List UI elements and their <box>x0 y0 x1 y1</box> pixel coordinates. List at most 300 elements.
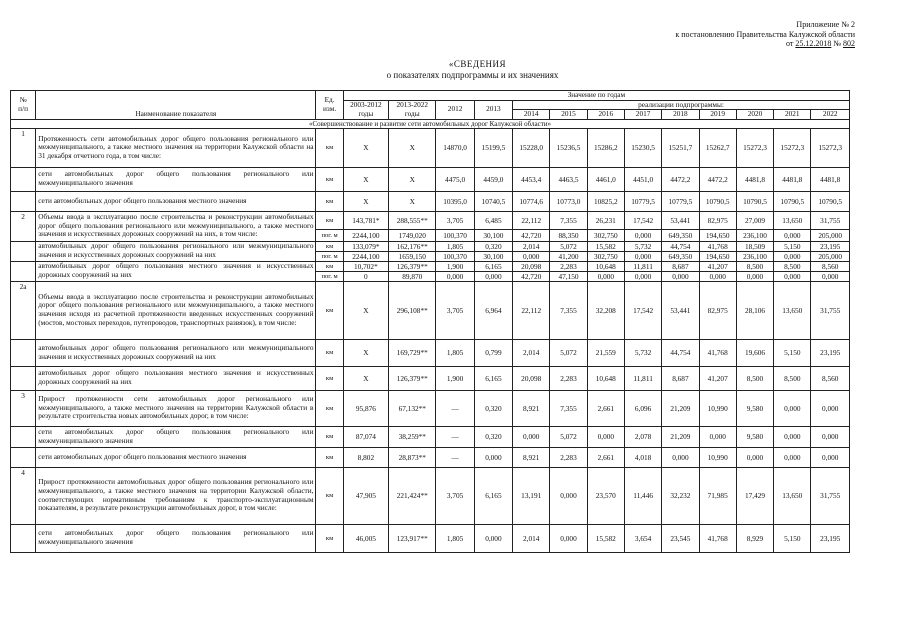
row-value: 15272,3 <box>811 128 850 167</box>
row-value: 0,799 <box>474 339 512 366</box>
row-value: 0,000 <box>774 426 811 447</box>
row-value: 288,555** <box>389 211 436 229</box>
header-no <box>11 91 36 120</box>
row-value: 0,320 <box>474 426 512 447</box>
row-index <box>11 167 36 191</box>
row-value-secondary: 1659,150 <box>389 251 436 261</box>
row-value: 6,165 <box>474 366 512 390</box>
row-unit: км <box>316 128 343 167</box>
row-unit: км <box>316 467 343 524</box>
row-value-secondary: 42,720 <box>513 229 550 241</box>
row-value: — <box>436 447 474 467</box>
row-value: 15272,3 <box>774 128 811 167</box>
row-value: 53,441 <box>662 281 699 339</box>
row-value: 3,705 <box>436 467 474 524</box>
row-value: 8,500 <box>736 366 773 390</box>
row-value: 296,108** <box>389 281 436 339</box>
row-value-secondary: 0,000 <box>624 251 661 261</box>
row-value: 5,072 <box>550 426 587 447</box>
row-value: 10790,5 <box>774 191 811 211</box>
row-value: 4481,8 <box>736 167 773 191</box>
row-value: 8,500 <box>774 261 811 271</box>
row-value-secondary: 194,650 <box>699 251 736 261</box>
row-value: 8,687 <box>662 366 699 390</box>
row-value: 15230,5 <box>624 128 661 167</box>
row-value: 27,009 <box>736 211 773 229</box>
appendix-date: 25.12.2018 <box>795 39 832 48</box>
row-unit: км <box>316 524 343 552</box>
row-value: 0,000 <box>474 447 512 467</box>
row-value: 41,768 <box>699 339 736 366</box>
row-value: 13,650 <box>774 211 811 229</box>
row-value: 10,648 <box>587 366 624 390</box>
row-value-secondary: 2244,100 <box>343 229 388 241</box>
row-index <box>11 241 36 261</box>
row-value: 7,355 <box>550 211 587 229</box>
section-title: «Совершенствование и развитие сети автомобильных дорог Калужской области» <box>11 119 850 128</box>
row-value: 23,570 <box>587 467 624 524</box>
row-value: 2,283 <box>550 366 587 390</box>
row-unit: км <box>316 241 343 251</box>
row-value: 8,560 <box>811 261 850 271</box>
row-value: 0,000 <box>474 524 512 552</box>
row-name: автомобильных дорог общего пользования регионального или межмуниципального значения и искусственных дорожных сооружений на них <box>36 241 316 261</box>
row-value: 95,876 <box>343 390 388 426</box>
table-row <box>11 426 850 447</box>
row-value: 13,650 <box>774 467 811 524</box>
row-value: 11,446 <box>624 467 661 524</box>
row-value: X <box>343 366 388 390</box>
row-value: 21,209 <box>662 426 699 447</box>
row-value: 26,231 <box>587 211 624 229</box>
row-value: 5,732 <box>624 241 661 251</box>
row-value: 1,805 <box>436 339 474 366</box>
row-value: 8,921 <box>513 390 550 426</box>
row-value: 0,000 <box>662 447 699 467</box>
row-name: Прирост протяженности сети автомобильных дорог регионального или межмуниципального, а также местного значения на территории Калужской области в результате строительства новых автомобильных дорог, в том числе: <box>36 390 316 426</box>
row-value: 2,283 <box>550 261 587 271</box>
row-value-secondary: 0,000 <box>624 229 661 241</box>
row-value: 126,379** <box>389 261 436 271</box>
row-value: 21,559 <box>587 339 624 366</box>
row-value: 2,661 <box>587 390 624 426</box>
table-row <box>11 467 850 524</box>
row-value: 9,580 <box>736 426 773 447</box>
row-value: 10774,6 <box>513 191 550 211</box>
row-value: 4481,8 <box>811 167 850 191</box>
row-value: 14870,0 <box>436 128 474 167</box>
row-index: 4 <box>11 467 36 524</box>
row-value: 0,320 <box>474 390 512 426</box>
row-value: 13,650 <box>774 281 811 339</box>
row-value: 44,754 <box>662 339 699 366</box>
row-value: X <box>343 128 388 167</box>
row-value: 23,195 <box>811 524 850 552</box>
header-year-2020: 2020 <box>736 110 773 120</box>
row-value: 162,176** <box>389 241 436 251</box>
header-values: Значение по годам <box>343 91 849 101</box>
row-value: 41,207 <box>699 261 736 271</box>
header-unit <box>316 91 343 120</box>
row-value: 0,000 <box>774 390 811 426</box>
row-value: 5,072 <box>550 241 587 251</box>
row-value: 23,195 <box>811 339 850 366</box>
row-value: 87,074 <box>343 426 388 447</box>
row-value: 2,078 <box>624 426 661 447</box>
row-value: 19,606 <box>736 339 773 366</box>
row-value: 6,485 <box>474 211 512 229</box>
title-line-1: «СВЕДЕНИЯ <box>448 59 507 69</box>
period-2013-years: годы <box>404 108 420 118</box>
row-index <box>11 191 36 211</box>
row-value: 5,150 <box>774 241 811 251</box>
row-value: X <box>389 167 436 191</box>
row-value: 221,424** <box>389 467 436 524</box>
row-value-secondary: 0,000 <box>774 271 811 281</box>
row-value: 41,207 <box>699 366 736 390</box>
row-value: 6,165 <box>474 467 512 524</box>
header-no-1: № <box>19 95 27 105</box>
row-value: 2,283 <box>550 447 587 467</box>
row-value-secondary: 205,000 <box>811 251 850 261</box>
row-value: 7,355 <box>550 281 587 339</box>
row-value: X <box>343 339 388 366</box>
table-row <box>11 167 850 191</box>
row-value: 4453,4 <box>513 167 550 191</box>
row-value: 133,079* <box>343 241 388 251</box>
row-value: — <box>436 426 474 447</box>
row-value: 11,811 <box>624 366 661 390</box>
row-value: 11,811 <box>624 261 661 271</box>
row-value: 143,781* <box>343 211 388 229</box>
row-value: 1,900 <box>436 261 474 271</box>
row-value: 8,921 <box>513 447 550 467</box>
row-value: 15236,5 <box>550 128 587 167</box>
row-unit: км <box>316 191 343 211</box>
row-value-secondary: 194,650 <box>699 229 736 241</box>
row-index <box>11 366 36 390</box>
row-value: 22,112 <box>513 281 550 339</box>
row-name: сети автомобильных дорог общего пользования регионального или межмуниципального значения <box>36 524 316 552</box>
row-name: сети автомобильных дорог общего пользования регионального или межмуниципального значения <box>36 167 316 191</box>
header-year-2018: 2018 <box>662 110 699 120</box>
header-year-2021: 2021 <box>774 110 811 120</box>
row-name: сети автомобильных дорог общего пользования местного значения <box>36 191 316 211</box>
row-value-secondary: 1749,020 <box>389 229 436 241</box>
row-value: 38,259** <box>389 426 436 447</box>
row-index: 3 <box>11 390 36 426</box>
row-value: 10395,0 <box>436 191 474 211</box>
header-year-2015: 2015 <box>550 110 587 120</box>
header-unit-2: изм. <box>323 103 337 113</box>
row-value-secondary: 100,370 <box>436 229 474 241</box>
table-row <box>11 281 850 339</box>
row-name: сети автомобильных дорог общего пользования местного значения <box>36 447 316 467</box>
row-value-secondary: 0,000 <box>736 271 773 281</box>
row-value: 31,755 <box>811 281 850 339</box>
table-header <box>11 91 850 129</box>
row-value: 2,014 <box>513 339 550 366</box>
row-value-secondary: 236,100 <box>736 251 773 261</box>
table-row <box>11 524 850 552</box>
row-value: 10779,5 <box>624 191 661 211</box>
table-row <box>11 447 850 467</box>
row-value: 8,500 <box>774 366 811 390</box>
row-value: 15286,2 <box>587 128 624 167</box>
row-value-secondary: 2244,100 <box>343 251 388 261</box>
row-value: 17,542 <box>624 211 661 229</box>
row-value: 20,098 <box>513 261 550 271</box>
row-value-secondary: 30,100 <box>474 251 512 261</box>
row-value: 2,661 <box>587 447 624 467</box>
row-value: 0,000 <box>550 467 587 524</box>
row-value: 0,000 <box>774 447 811 467</box>
row-value: 10779,5 <box>662 191 699 211</box>
appendix-title: Приложение № 2 <box>796 20 855 29</box>
row-value: 10,990 <box>699 390 736 426</box>
row-value: 1,805 <box>436 524 474 552</box>
header-period-2013 <box>389 100 436 119</box>
row-value-secondary: 89,870 <box>389 271 436 281</box>
table-body <box>11 128 850 552</box>
row-value: 22,112 <box>513 211 550 229</box>
row-value: 7,355 <box>550 390 587 426</box>
row-value: 82,975 <box>699 281 736 339</box>
header-realization: реализации подпрограммы: <box>513 100 850 110</box>
table-row <box>11 366 850 390</box>
row-value: 0,000 <box>550 524 587 552</box>
row-value: 20,098 <box>513 366 550 390</box>
row-name: автомобильных дорог общего пользования регионального или межмуниципального значения и искусственных дорожных сооружений на них <box>36 339 316 366</box>
row-value: 10790,5 <box>736 191 773 211</box>
row-value-secondary: 41,200 <box>550 251 587 261</box>
row-name: Протяженность сети автомобильных дорог общего пользования регионального или межмуниципального, а также местного значения на территории Калужской области на 31 декабря отчетного года, в том числе: <box>36 128 316 167</box>
row-index: 1 <box>11 128 36 167</box>
row-value-secondary: 0,000 <box>436 271 474 281</box>
row-value: 5,150 <box>774 524 811 552</box>
table-row <box>11 241 850 251</box>
row-value: 15272,3 <box>736 128 773 167</box>
row-value-secondary: 649,350 <box>662 251 699 261</box>
row-unit: км <box>316 366 343 390</box>
row-value-secondary: 236,100 <box>736 229 773 241</box>
row-value: X <box>343 281 388 339</box>
table-row <box>11 211 850 229</box>
header-year-2012: 2012 <box>436 100 474 119</box>
row-value: 6,964 <box>474 281 512 339</box>
appendix-header <box>640 20 855 49</box>
header-year-2019: 2019 <box>699 110 736 120</box>
header-unit-1: Ед. <box>324 95 335 105</box>
row-unit-secondary: пог. м <box>316 271 343 281</box>
table-row <box>11 390 850 426</box>
row-value: 8,929 <box>736 524 773 552</box>
period-2003-years: годы <box>358 108 374 118</box>
row-name: автомобильных дорог общего пользования местного значения и искусственных дорожных сооружений на них <box>36 261 316 281</box>
header-year-2013: 2013 <box>474 100 512 119</box>
header-name: Наименование показателя <box>36 91 316 120</box>
row-value: 4481,8 <box>774 167 811 191</box>
row-value: 10740,5 <box>474 191 512 211</box>
row-unit-secondary: пог. м <box>316 229 343 241</box>
header-year-2014: 2014 <box>513 110 550 120</box>
row-value: 41,768 <box>699 524 736 552</box>
row-value: 46,005 <box>343 524 388 552</box>
row-value-secondary: 88,350 <box>550 229 587 241</box>
header-period-2003 <box>343 100 388 119</box>
row-unit: км <box>316 339 343 366</box>
row-value: 10790,5 <box>811 191 850 211</box>
row-value: 17,429 <box>736 467 773 524</box>
row-value: 15199,5 <box>474 128 512 167</box>
row-unit: км <box>316 261 343 271</box>
row-value: 18,509 <box>736 241 773 251</box>
row-value: X <box>343 167 388 191</box>
header-no-2: п/п <box>18 103 29 113</box>
row-value: 53,441 <box>662 211 699 229</box>
appendix-number: 802 <box>843 39 855 48</box>
row-value: 0,320 <box>474 241 512 251</box>
row-value-secondary: 649,350 <box>662 229 699 241</box>
row-value: X <box>389 191 436 211</box>
row-value-secondary: 100,370 <box>436 251 474 261</box>
row-value: 10825,2 <box>587 191 624 211</box>
row-value: 1,805 <box>436 241 474 251</box>
row-value: 4472,2 <box>699 167 736 191</box>
row-index: 2a <box>11 281 36 339</box>
row-value: 5,072 <box>550 339 587 366</box>
header-year-2016: 2016 <box>587 110 624 120</box>
row-value: 9,580 <box>736 390 773 426</box>
row-value: 0,000 <box>811 390 850 426</box>
row-unit: км <box>316 211 343 229</box>
row-name: Объемы ввода в эксплуатацию после строительства и реконструкции автомобильных дорог общего пользования регионального или межмуниципального, а также местного значения исходя из расчетной протяженности введенных искусственных сооружений (мостов, мостовых переходов, путепроводов, транспортных развязок), в том числе: <box>36 281 316 339</box>
row-value: 21,209 <box>662 390 699 426</box>
indicators-table <box>10 90 850 553</box>
row-value: 4475,0 <box>436 167 474 191</box>
row-index <box>11 339 36 366</box>
row-value-secondary: 0,000 <box>587 271 624 281</box>
header-year-2017: 2017 <box>624 110 661 120</box>
row-name: автомобильных дорог общего пользования местного значения и искусственных дорожных сооружений на них <box>36 366 316 390</box>
row-value: 17,542 <box>624 281 661 339</box>
row-value: 3,705 <box>436 281 474 339</box>
row-value: 44,754 <box>662 241 699 251</box>
row-value-secondary: 0,000 <box>474 271 512 281</box>
row-index <box>11 426 36 447</box>
row-value: 1,900 <box>436 366 474 390</box>
row-value-secondary: 0 <box>343 271 388 281</box>
row-value: 6,165 <box>474 261 512 271</box>
row-value: 15262,7 <box>699 128 736 167</box>
row-value: 0,000 <box>587 426 624 447</box>
row-value: 4461,0 <box>587 167 624 191</box>
row-value: 13,191 <box>513 467 550 524</box>
row-value-secondary: 0,000 <box>811 271 850 281</box>
row-value: 3,654 <box>624 524 661 552</box>
row-value: 31,755 <box>811 467 850 524</box>
row-value: 8,560 <box>811 366 850 390</box>
row-value: 6,096 <box>624 390 661 426</box>
row-value-secondary: 302,750 <box>587 229 624 241</box>
row-value: 4459,0 <box>474 167 512 191</box>
row-value: 23,195 <box>811 241 850 251</box>
row-value: 32,208 <box>587 281 624 339</box>
row-value: 2,014 <box>513 524 550 552</box>
title-line-2: о показателях подпрограммы и их значениях <box>386 70 559 80</box>
row-value: 71,985 <box>699 467 736 524</box>
row-value: X <box>343 191 388 211</box>
row-value: 10790,5 <box>699 191 736 211</box>
row-index: 2 <box>11 211 36 241</box>
row-value: 15,582 <box>587 524 624 552</box>
row-value-secondary: 0,000 <box>774 251 811 261</box>
row-value: 47,905 <box>343 467 388 524</box>
row-value: 31,755 <box>811 211 850 229</box>
row-unit: км <box>316 167 343 191</box>
row-value-secondary: 30,100 <box>474 229 512 241</box>
row-value: 28,106 <box>736 281 773 339</box>
row-value-secondary: 0,000 <box>624 271 661 281</box>
row-value: 15228,0 <box>513 128 550 167</box>
row-value-secondary: 42,720 <box>513 271 550 281</box>
row-value: 4472,2 <box>662 167 699 191</box>
row-value: 8,687 <box>662 261 699 271</box>
row-value: 5,150 <box>774 339 811 366</box>
appendix-date-line: от 25.12.2018 № 802 <box>785 39 855 48</box>
row-unit: км <box>316 390 343 426</box>
row-value: 10,702* <box>343 261 388 271</box>
row-name: Прирост протяженности автомобильных дорог общего пользования регионального или межмуниципального, а также местного значения на территории Калужской области, соответствующих нормативным требованиям к транспорто-эксплуатационным показателям, в результате реконструкции автомобильных дорог, в том числе: <box>36 467 316 524</box>
row-value-secondary: 302,750 <box>587 251 624 261</box>
row-value: 123,917** <box>389 524 436 552</box>
row-value: 126,379** <box>389 366 436 390</box>
row-value-secondary: 0,000 <box>513 251 550 261</box>
row-index <box>11 261 36 281</box>
row-value: 0,000 <box>699 426 736 447</box>
row-value: 67,132** <box>389 390 436 426</box>
row-value: 3,705 <box>436 211 474 229</box>
row-value: 10773,0 <box>550 191 587 211</box>
row-value: 0,000 <box>736 447 773 467</box>
row-value: 10,648 <box>587 261 624 271</box>
row-unit: км <box>316 447 343 467</box>
row-value-secondary: 0,000 <box>699 271 736 281</box>
period-2003-label: 2003-2012 <box>350 100 382 109</box>
row-value-secondary: 47,150 <box>550 271 587 281</box>
row-unit-secondary: пог. м <box>316 251 343 261</box>
row-name: сети автомобильных дорог общего пользования регионального или межмуниципального значения <box>36 426 316 447</box>
row-value: 4451,0 <box>624 167 661 191</box>
row-value: 2,014 <box>513 241 550 251</box>
row-index <box>11 447 36 467</box>
row-value: 15,582 <box>587 241 624 251</box>
row-value: 82,975 <box>699 211 736 229</box>
table-row <box>11 339 850 366</box>
table-row <box>11 191 850 211</box>
row-value: 4463,5 <box>550 167 587 191</box>
row-value: 41,768 <box>699 241 736 251</box>
row-value-secondary: 0,000 <box>662 271 699 281</box>
row-value: 0,000 <box>513 426 550 447</box>
table-row <box>11 128 850 167</box>
row-unit: км <box>316 426 343 447</box>
row-value: 0,000 <box>811 426 850 447</box>
row-value: 23,545 <box>662 524 699 552</box>
row-name: Объемы ввода в эксплуатацию после строительства и реконструкции автомобильных дорог общего пользования регионального или межмуниципального, а также местного значения и искусственных дорожных сооружений на них, в том числе: <box>36 211 316 241</box>
row-value: 15251,7 <box>662 128 699 167</box>
row-value: 8,500 <box>736 261 773 271</box>
